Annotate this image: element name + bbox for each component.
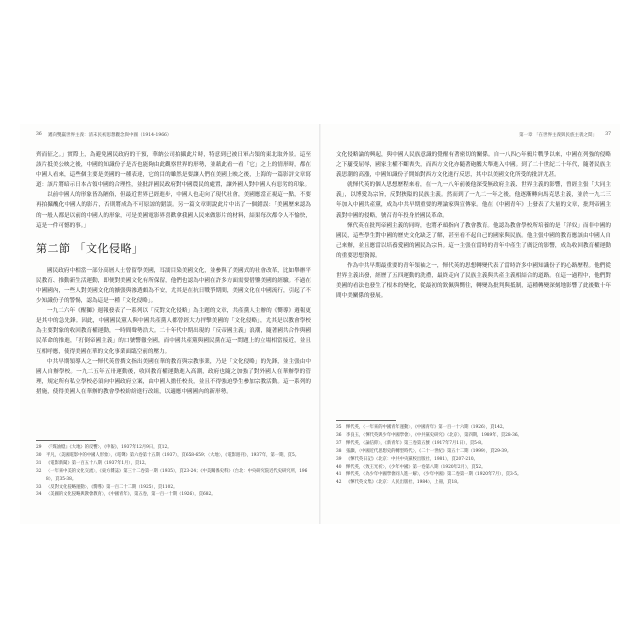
right-footnotes xyxy=(336,420,611,487)
body-paragraph: 作為中共早期最重要的青年領袖之一，惲代英的思想轉變代表了當時許多中國知識份子的心路歷程。他們從世界主義出發，經歷了五四運動的洗禮，最終走向了民族主義與共產主義相結合的道路。在這一過程中，他們對美國的看法也發生了根本的變化，從最初的欽佩與嚮往，轉變為批判與抵制，這種轉變深刻地影響了此後數十年間中美關係的發展。 xyxy=(336,263,611,300)
body-paragraph: 就惲代英的個人思想歷程來看，在一九一八年前後他深受無政府主義、世界主義的影響，曾經主張「大同主義」，以博愛為宗旨，反對狹隘的民族主義。然而到了一九二一年之後，他逐漸轉向馬克思主義，並於一九二三年加入中國共產黨，成為中共早期重要的理論家與宣傳家。他在《中國青年》上發表了大量的文章，批判帝國主義對中國的侵略，號召青年投身於國民革命。 xyxy=(336,182,611,219)
left-page xyxy=(36,124,311,524)
footnote xyxy=(36,444,311,452)
right-running-head: 第一章 「在世界主義與民族主義之間」 xyxy=(519,133,597,138)
body-paragraph: 文化侵略論的興起，與中國人民族意識的覺醒有著密切的關係。自一八四○年鴉片戰爭以來，中國在列強的侵略之下屢受屈辱，國家主權不斷喪失，而西方文化亦隨著砲艦大舉進入中國。到了二十世紀二十年代，隨著民族主義思潮的高漲，中國知識份子開始對西方文化進行反思，其中以美國文化所受的批評尤甚。 xyxy=(336,152,611,179)
footnote-number: 33 xyxy=(36,484,42,490)
footnote-text: 惲代英，〈為少年中國學會同人進一解〉，《少年中國》第二卷第一期（1920年7月），頁3-5。 xyxy=(346,472,522,478)
left-footnotes xyxy=(36,440,311,499)
footnote-text: 張灝，〈中國近代思想史的轉型時代〉，《二十一世紀》第五十二期（1999），頁29-39。 xyxy=(346,448,512,454)
body-paragraph: 惲代英在批判帝國主義的同時，也將矛頭指向了教會教育。他認為教會學校所培養的是「洋奴」而非中國的國民，這些學生對中國的歷史文化缺乏了解，甚至看不起自己的國家與民族。他主張中國的教育應該由中國人自己來辦，並且應當以培養愛國的國民為宗旨。這一主張在當時的青年中產生了廣泛的影響，成為收回教育權運動的重要思想資源。 xyxy=(336,222,611,259)
footnote-text: 李良玉，〈惲代英與少年中國學會〉，《中共黨史研究》（北京），第四期，1989年，頁28-36。 xyxy=(346,432,522,438)
footnote-text: 〈反對文化侵略運動〉，《嚮導》第一百二十二期（1925），頁1102。 xyxy=(46,484,178,490)
footnote-number: 42 xyxy=(336,480,342,486)
footnote-number: 35 xyxy=(336,425,342,430)
footnote xyxy=(336,464,611,472)
footnote-number: 37 xyxy=(336,440,342,446)
footnote-text: 惲代英，〈一年來的中國青年運動〉，《中國青年》第一百一十六期（1926），頁142。 xyxy=(346,425,507,430)
footnote xyxy=(336,424,611,432)
footnote xyxy=(336,471,611,479)
footnote-number: 30 xyxy=(36,452,42,458)
left-page-body xyxy=(36,150,311,397)
footnote-number: 36 xyxy=(336,432,342,438)
footnote xyxy=(36,491,311,499)
left-running-head: 邁向雙贏世界主義：清末民初思想觀念與中國（1914-1966） xyxy=(48,133,172,138)
footnote-number: 34 xyxy=(36,492,42,498)
right-page-number: 37 xyxy=(605,132,611,137)
footnote xyxy=(336,448,611,456)
footnote xyxy=(36,460,311,468)
body-paragraph: 一九二六年《醒獅》週報發表了一系列以「反對文化侵略」為主題的文章，共產黨人主辦的《嚮導》週報更是其中的急先鋒。因此，中國國民黨人與中國共產黨人都曾經大力抨擊美國的「文化侵略」，尤其是以教會學校為主要對象的收回教育權運動，一時間聲勢浩大。二十年代中期出現的「反帝國主義」浪潮，隨著國共合作與國民革命的推進，「打倒帝國主義」的口號響徹全國，而中國共產黨與國民黨在這一問題上的立場相當接近，並且互相呼應，使得美國在華的文化事業面臨空前的壓力。 xyxy=(36,308,311,355)
right-page-header xyxy=(336,132,611,140)
footnote-number: 41 xyxy=(336,472,342,478)
footnote-text: 《惲代英日記》（北京：中共中央黨校出版社，1981），頁207-210。 xyxy=(346,456,478,462)
left-page-number: 36 xyxy=(36,132,42,137)
right-page xyxy=(336,124,611,524)
footnote-rule xyxy=(336,420,396,421)
section-heading: 第二節 「文化侵略」 xyxy=(36,241,144,255)
footnote-number: 39 xyxy=(336,456,342,462)
footnote-text: 惲代英，〈致王光祈〉，《少年中國》第一卷第八期（1920年2月），頁52。 xyxy=(346,464,486,470)
footnote-number: 29 xyxy=(36,445,42,450)
footnote-text: 惲代英，〈論信仰〉，《新青年》第三卷第五號（1917年7月1日），頁5-8。 xyxy=(346,440,486,446)
footnote xyxy=(36,452,311,460)
body-paragraph: 國民政府中相當一部分高層人士曾留學美國，耳濡目染美國文化，並參與了美國式的社會改革，比如舉辦平民教育、推動新生活運動，即便對美國文化有所保留，他們也認為中國在許多方面需要借鑒美國的經驗。不過在中國國內，一些人對美國文化的擴張與滲透頗為不安，尤其是在抗日戰爭期間，美國文化在中國流行，引起了不少知識份子的警惕，認為這是一種「文化侵略」。 xyxy=(36,267,311,305)
footnote-text: 〈『煤油燈』《大地》的反響〉，《申報》，1937年12月9日，頁12。 xyxy=(46,445,172,450)
footnote xyxy=(336,456,611,464)
footnote-text: 〈一年來中美的文化交流〉，《東方雜誌》第三十二卷第一期（1935），頁23-24；《中美關係史料》（台北：中央研究院近代史研究所，1968），頁35-38。 xyxy=(46,468,308,482)
footnote xyxy=(336,432,611,440)
footnote xyxy=(336,479,611,487)
footnote-number: 38 xyxy=(336,448,342,454)
footnote-rule xyxy=(36,440,96,441)
footnote xyxy=(36,484,311,492)
right-page-body xyxy=(336,150,611,301)
footnote-number: 32 xyxy=(36,468,42,474)
left-page-header xyxy=(36,132,311,140)
body-paragraph: 齊而征之。」實際上，為避免國民政府的干預，華納公司拍攝此片時，特意到已被日軍占領的東北取外景。這至該片抵美公映之後，中國的知識份子是否也能夠由此觀察世界的形勢，並藉此看一看「它」之上的情形時，都在中國人看來，這些個主要是美國的一種表達，它的目的雖然是要讓人們在美國上映之後，上海的一篇影評文章寫道：該片將暗示日本占領中國的合理性，並批評國民政府對中國農民的處置，讓外國人對中國人有惡劣的印象。 xyxy=(36,152,311,189)
footnote-number: 31 xyxy=(36,460,42,466)
footnote-number: 40 xyxy=(336,464,342,470)
body-paragraph: 以前中國人的形象皆為陋俗，但最近世界已經進步，中國人也走向了現代社會，美國應當正視這一點，不要再拍攝醜化中國人的影片，否則將成為不可原諒的錯誤。另一篇文章則說此片中出了一個錯誤：「美國歷來認為的一般人都是以前的中國人的形象，可是美國電影界喜歡拿我國人民來做影片的材料，結果每次都令人不愉快，這是一件可憾的事。」 xyxy=(36,192,311,229)
body-paragraph: 中共早期領導人之一惲代英曾撰文指出美國在華的教育與宗教事業，乃是「文化侵略」的先鋒，並主張由中國人自辦學校。一九二五年五卅運動後，收回教育權運動進入高潮，政府也隨之加強了對外國人在華辦學的管理，規定所有私立學校必須向中國政府立案，由中國人擔任校長，並且不得強迫學生參加宗教活動。這一系列的措施，使得美國人在華辦的教會學校紛紛進行改組，以適應中國國內的新形勢。 xyxy=(36,358,311,395)
footnote-text: 〈美國的文化侵略與教會教育〉，《中國青年》，第五卷，第一百一十期（1926），頁682。 xyxy=(46,492,216,498)
footnote xyxy=(336,440,611,448)
footnote-text: 《電影新聞》第一百五十八期（1937年1月），頁12。 xyxy=(46,460,149,466)
footnote-text: 平凡，〈美國電影中的中國人形象〉，《電聲》第六卷第十五期（1937），頁658-659；〈大地〉，《電影週刊》，1937年，第一期，頁5。 xyxy=(46,452,299,458)
footnote-text: 《惲代英文集》（北京：人民出版社，1984），上冊，頁18。 xyxy=(346,480,462,486)
footnote xyxy=(36,468,311,484)
book-gutter xyxy=(319,124,321,524)
